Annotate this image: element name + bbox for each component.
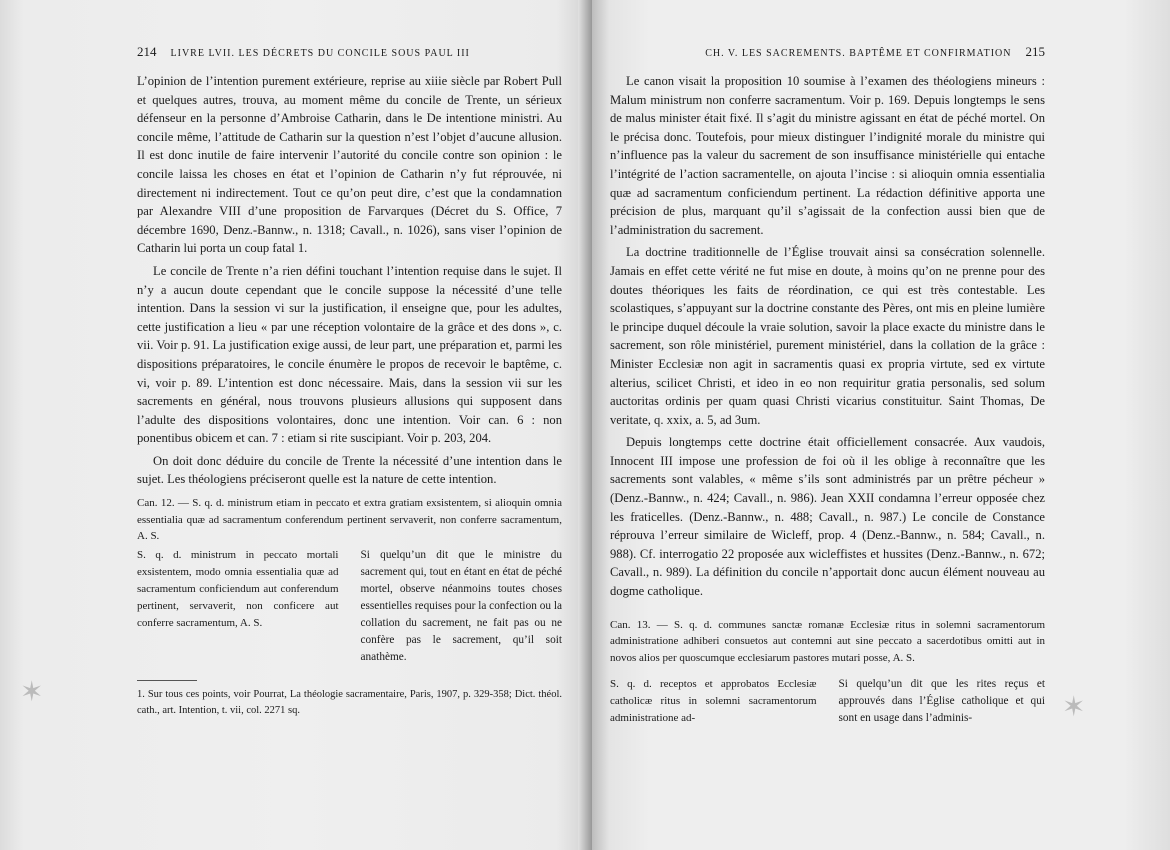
right-paragraph-1: Le canon visait la proposition 10 soumise à l’examen des théologiens mineurs : Malum ministrum non conferre sacramentum. Voir p. 169. Depuis longtemps le sens de malus minister était fixé. Il s’agit du ministre agissant en état de péché mortel. On le précisa donc. Toutefois, pour mieux distinguer l’indignité morale du ministre qui n’influence pas la valeur du sacrement de son insuffisance ministérielle qui entache l’intégrité de l’action sacramentelle, on ajouta l’incise : si alioquin omnia essentialia quæ ad sacramentum conficiendum pertinent. La rédaction définitive apporta une précision de plus, marquant qu’il s’agissait de la confection aussi bien que de l’administration du sacrement. xyxy=(610,74,1045,237)
left-paragraph-1: L’opinion de l’intention purement extérieure, reprise au xiiie siècle par Robert Pull et quelques autres, trouva, au moment même du concile de Trente, un sérieux défenseur en la personne d’Ambroise Catharin, dans le De intentione ministri. Au concile même, l’attitude de Catharin sur la question n’est l’objet d’aucune allusion. Il est donc inutile de faire intervenir l’autorité du concile contre son opinion : le concile laissa les choses en état et l’opinion de Catharin n’y fut réprouvée, ni directement ni indirectement. Tout ce qu’on peut dire, c’est que la condamnation par Alexandre VIII d’une proposition de Farvarques (Décret du S. Office, 7 décembre 1690, Denz.-Bannw., n. 1318; Cavall., n. 1026), sans viser l’opinion de Catharin lui porta un coup fatal 1. xyxy=(137,74,562,256)
page-smudge-mark: ✶ xyxy=(20,675,44,708)
canon-12-columns xyxy=(137,547,562,666)
right-page xyxy=(592,0,1170,850)
canon-12: Can. 12. — S. q. d. ministrum etiam in peccato et extra gratiam exsistentem, si alioquin omnia essentialia quæ ad sacramentum conferendum pertinent servaverit, non conferre sacramentum, A. S. xyxy=(137,497,562,543)
left-running-head xyxy=(137,44,562,72)
canon-13-latin-column: S. q. d. receptos et approbatos Ecclesiæ catholicæ ritus in solemni sacramentorum administratione ad- xyxy=(610,678,817,725)
left-paragraph-2: Le concile de Trente n’a rien défini touchant l’intention requise dans le sujet. Il n’y a aucun doute cependant que le concile suppose la nécessité d’une telle intention. Dans la session vi sur la justification, il enseigne que, pour les adultes, cette justification a lieu « par une réception volontaire de la grâce et des dons », c. vii. Voir p. 91. La justification exige aussi, de leur part, une préparation et, parmi les dispositions préparatoires, le concile énumère le propos de recevoir le baptême, c. vi, voir p. 89. L’intention est donc nécessaire. Mais, dans la session vii sur les sacrements en général, nous trouvons plusieurs allusions qui supposent dans l’adulte des dispositions volontaires, donc une intention. Voir can. 6 : non ponentibus obicem et can. 7 : etiam si rite suscipiant. Voir p. 203, 204. xyxy=(137,263,562,446)
left-page-content xyxy=(137,44,562,719)
canon-12-french-column: Si quelqu’un dit que le ministre du sacrement qui, tout en étant en état de péché mortel, observe néanmoins toutes choses essentielles requises pour la confection ou la collation du sacrement, ne fait pas ou ne confère pas le sacrement, qu’il soit anathème. xyxy=(360,548,562,663)
footnote-rule xyxy=(137,680,197,681)
right-paragraph-2: La doctrine traditionnelle de l’Église trouvait ainsi sa consécration solennelle. Jamais en effet cette vérité ne fut mise en doute, à moins qu’on ne prenne pour des doutes théoriques les faits de réordination, ce qui est très contestable. Les scolastiques, s’appuyant sur la doctrine constante des Pères, ont mis en pleine lumière le principe duquel découle la vraie solution, savoir la place exacte du ministre dans le sacrement, son rôle ministériel, purement ministériel, dans la collation de la grâce : Minister Ecclesiæ non agit in sacramentis quasi ex propria virtute, sed ex virtute alterius, scilicet Christi, et ideo in eo non requiritur gratia personalis, sed solum auctoritas ordinis per quam quasi Christi vicarius constituitur. Saint Thomas, De veritate, q. xxix, a. 5, ad 3um. xyxy=(610,245,1045,427)
canon-13-french-column: Si quelqu’un dit que les rites reçus et approuvés dans l’Église catholique et qui sont en usage dans l’adminis- xyxy=(838,678,1045,725)
right-paragraph-3: Depuis longtemps cette doctrine était officiellement consacrée. Aux vaudois, Innocent III impose une profession de foi où il les oblige à reconnaître que les sacrements sont valables, « même s’ils sont administrés par un prêtre pécheur » (Denz.-Bannw., n. 424; Cavall., n. 986). Jean XXII condamna l’erreur opposée chez les fraticelles. (Denz.-Bannw., n. 488; Cavall., n. 987.) Le concile de Constance réprouva l’erreur similaire de Wicleff, prop. 4 (Denz.-Bannw., n. 584; Cavall., n. 988). Cf. interrogatio 22 proposée aux wicleffistes et hussites (Denz.-Bannw., n. 672; Cavall., n. 989). La définition du concile n’apportait donc aucun élément nouveau au dogme catholique. xyxy=(610,435,1045,599)
left-running-title: LIVRE LVII. LES DÉCRETS DU CONCILE SOUS PAUL III xyxy=(170,48,470,59)
left-paragraph-3: On doit donc déduire du concile de Trente la nécessité d’une intention dans le sujet. Les théologiens préciseront quelle est la nature de cette intention. xyxy=(137,453,562,487)
right-page-content xyxy=(610,44,1045,727)
canon-13: Can. 13. — S. q. d. communes sanctæ romanæ Ecclesiæ ritus in solemni sacramentorum administratione adhiberi consuetos aut contemni aut sine peccato a sacerdotibus omitti aut in novos alios per quoscumque ecclesiarum pastores mutari posse, A. S. xyxy=(610,618,1045,664)
page-smudge-mark-right: ✶ xyxy=(1062,690,1086,723)
canon-12-latin-column: S. q. d. ministrum in peccato mortali exsistentem, modo omnia essentialia quæ ad sacramentum conficiendum aut conferendum pertinent, servaverit, non conficere aut conferre sacramentum, A. S. xyxy=(137,548,339,629)
footnote: 1. Sur tous ces points, voir Pourrat, La théologie sacramentaire, Paris, 1907, p. 329-358; Dict. théol. cath., art. Intention, t. vii, col. 2271 sq. xyxy=(137,688,562,716)
left-page-number: 214 xyxy=(137,44,157,59)
right-running-head xyxy=(610,44,1045,72)
right-running-title: CH. V. LES SACREMENTS. BAPTÊME ET CONFIRMATION xyxy=(705,48,1012,59)
right-page-number: 215 xyxy=(1025,44,1045,59)
canon-13-columns xyxy=(610,676,1045,727)
